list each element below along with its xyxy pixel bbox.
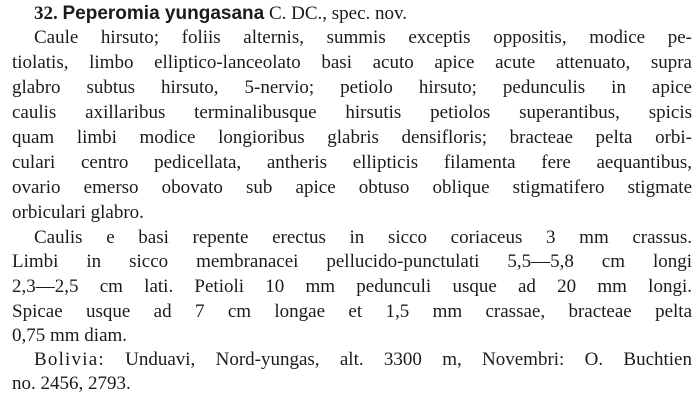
locality-text: Unduavi, Nord-yungas, alt. 3300 m, Novembri: O. Buchtien	[125, 349, 692, 370]
locality-country: Bolivia:	[34, 349, 105, 370]
measurement-line: Limbi in sicco membranacei pellucido-punctulati 5,5—5,8 cm longi	[12, 251, 692, 272]
measurement-line: 2,3—2,5 cm lati. Petioli 10 mm pedunculi usque ad 20 mm longi.	[12, 276, 692, 297]
description-line: tiolatis, limbo elliptico-lanceolato basi acuto apice acute attenuato, supra	[12, 52, 692, 73]
description-line: glabro subtus hirsuto, 5-nervio; petiolo hirsuto; pedunculis in apice	[12, 77, 692, 98]
entry-heading	[34, 2, 692, 26]
entry-number: 32.	[34, 3, 58, 24]
measurement-line: Caulis e basi repente erectus in sicco coriaceus 3 mm crassus.	[34, 227, 692, 248]
locality-continuation: no. 2456, 2793.	[12, 373, 131, 394]
species-name: Peperomia yungasana	[62, 3, 265, 24]
description-line: Caule hirsuto; foliis alternis, summis exceptis oppositis, modice pe-	[34, 27, 692, 48]
measurement-line: Spicae usque ad 7 cm longae et 1,5 mm crassae, bracteae pelta	[12, 301, 692, 322]
locality-line	[34, 348, 692, 372]
description-line: caulis axillaribus terminalibusque hirsutis petiolos superantibus, spicis	[12, 102, 692, 123]
description-line: quam limbi modice longioribus glabris densifloris; bracteae pelta orbi-	[12, 127, 692, 148]
description-line: ovario emerso obovato sub apice obtuso oblique stigmatifero stigmate	[12, 177, 692, 198]
description-line: culari centro pedicellata, antheris ellipticis filamenta fere aequantibus,	[12, 152, 692, 173]
measurement-line: 0,75 mm diam.	[12, 325, 128, 346]
species-authority: C. DC., spec. nov.	[268, 3, 408, 24]
description-line: orbiculari glabro.	[12, 202, 144, 223]
